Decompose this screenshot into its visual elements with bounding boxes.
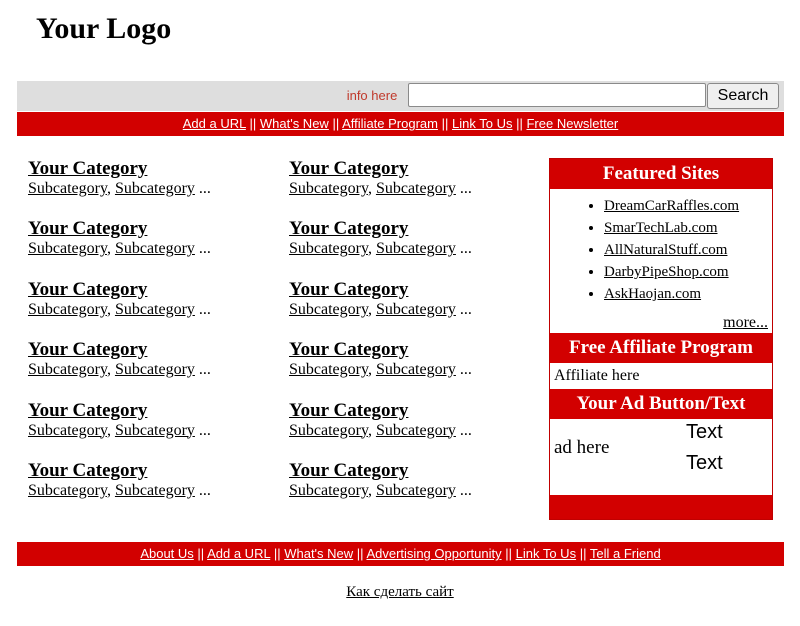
subcategory-list: Subcategory, Subcategory ... bbox=[28, 481, 211, 499]
nav-about-us[interactable]: About Us bbox=[140, 546, 194, 561]
logo: Your Logo bbox=[36, 12, 172, 45]
ad-text-line: Text bbox=[686, 452, 723, 474]
subcategory-link[interactable]: Subcategory bbox=[114, 240, 195, 258]
category-link[interactable]: Your Category bbox=[289, 339, 409, 361]
ad-text-line: Text bbox=[686, 421, 723, 443]
subcategory-link[interactable]: Subcategory bbox=[289, 481, 368, 499]
nav-link-to-us[interactable]: Link To Us bbox=[452, 116, 513, 131]
subcategory-list: Subcategory, Subcategory ... bbox=[28, 180, 211, 197]
search-button[interactable]: Search bbox=[707, 83, 779, 109]
category-column-right bbox=[289, 158, 472, 520]
footer bbox=[0, 584, 800, 601]
nav-add-url[interactable]: Add a URL bbox=[207, 546, 271, 561]
featured-site-link[interactable]: AskHaojan.com bbox=[604, 286, 702, 302]
nav-tell-a-friend[interactable]: Tell a Friend bbox=[589, 546, 661, 561]
category-item bbox=[28, 400, 211, 460]
subcategory-link[interactable]: Subcategory bbox=[114, 421, 195, 439]
subcategory-link[interactable]: Subcategory bbox=[114, 481, 195, 499]
footer-link[interactable]: Как сделать сайт bbox=[346, 584, 454, 600]
ellipsis: ... bbox=[459, 300, 472, 318]
nav-link-to-us[interactable]: Link To Us bbox=[515, 546, 577, 561]
subcategory-link[interactable]: Subcategory bbox=[375, 180, 456, 197]
nav-separator: || bbox=[516, 116, 523, 131]
featured-site-link[interactable]: DarbyPipeShop.com bbox=[604, 264, 729, 280]
subcategory-list: Subcategory, Subcategory ... bbox=[28, 361, 211, 379]
nav-add-url[interactable]: Add a URL bbox=[182, 116, 246, 131]
info-text: info here bbox=[346, 88, 398, 103]
subcategory-link[interactable]: Subcategory bbox=[28, 481, 107, 499]
subcategory-link[interactable]: Subcategory bbox=[375, 361, 456, 379]
category-link[interactable]: Your Category bbox=[289, 459, 409, 481]
subcategory-link[interactable]: Subcategory bbox=[114, 361, 195, 379]
subcategory-link[interactable]: Subcategory bbox=[289, 300, 368, 318]
nav-affiliate-program[interactable]: Affiliate Program bbox=[342, 116, 438, 131]
ellipsis: ... bbox=[459, 180, 472, 197]
category-item bbox=[28, 279, 211, 339]
subcategory-link[interactable]: Subcategory bbox=[28, 180, 107, 197]
subcategory-link[interactable]: Subcategory bbox=[375, 481, 456, 499]
nav-whats-new[interactable]: What's New bbox=[284, 546, 354, 561]
subcategory-list: Subcategory, Subcategory ... bbox=[289, 361, 472, 379]
ad-area bbox=[550, 419, 772, 479]
subcategory-link[interactable]: Subcategory bbox=[28, 240, 107, 258]
category-link[interactable]: Your Category bbox=[289, 278, 409, 300]
ellipsis: ... bbox=[198, 300, 211, 318]
subcategory-link[interactable]: Subcategory bbox=[375, 421, 456, 439]
nav-separator: || bbox=[579, 546, 587, 561]
list-item bbox=[604, 261, 772, 283]
category-item bbox=[289, 158, 472, 218]
category-link[interactable]: Your Category bbox=[28, 278, 148, 300]
nav-whats-new[interactable]: What's New bbox=[259, 116, 329, 131]
subcategory-link[interactable]: Subcategory bbox=[28, 361, 107, 379]
subcategory-list: Subcategory, Subcategory ... bbox=[289, 300, 472, 318]
ellipsis: ... bbox=[459, 421, 472, 439]
ad-text: ad here bbox=[554, 437, 610, 458]
subcategory-link[interactable]: Subcategory bbox=[375, 240, 456, 258]
featured-site-link[interactable]: AllNaturalStuff.com bbox=[604, 242, 728, 258]
ellipsis: ... bbox=[198, 481, 211, 499]
nav-separator: || bbox=[249, 116, 257, 131]
ellipsis: ... bbox=[459, 481, 472, 499]
category-link[interactable]: Your Category bbox=[28, 399, 148, 421]
nav-separator: || bbox=[505, 546, 512, 561]
featured-sites-heading: Featured Sites bbox=[550, 159, 772, 189]
subcategory-link[interactable]: Subcategory bbox=[114, 300, 195, 318]
nav-separator: || bbox=[273, 546, 281, 561]
subcategory-link[interactable]: Subcategory bbox=[28, 300, 107, 318]
category-item bbox=[289, 400, 472, 460]
search-input[interactable] bbox=[408, 83, 706, 107]
subcategory-list: Subcategory, Subcategory ... bbox=[289, 421, 472, 439]
top-nav bbox=[17, 112, 784, 136]
category-link[interactable]: Your Category bbox=[289, 158, 409, 179]
category-column-left bbox=[28, 158, 211, 520]
category-link[interactable]: Your Category bbox=[28, 158, 148, 179]
subcategory-link[interactable]: Subcategory bbox=[28, 421, 107, 439]
ellipsis: ... bbox=[459, 361, 472, 379]
nav-separator: || bbox=[197, 546, 205, 561]
category-item bbox=[28, 158, 211, 218]
subcategory-link[interactable]: Subcategory bbox=[289, 180, 368, 197]
nav-free-newsletter[interactable]: Free Newsletter bbox=[526, 116, 619, 131]
category-item bbox=[289, 279, 472, 339]
nav-separator: || bbox=[356, 546, 364, 561]
category-link[interactable]: Your Category bbox=[289, 218, 409, 240]
affiliate-heading: Free Affiliate Program bbox=[550, 333, 772, 363]
affiliate-text: Affiliate here bbox=[554, 367, 640, 384]
subcategory-link[interactable]: Subcategory bbox=[289, 240, 368, 258]
subcategory-list: Subcategory, Subcategory ... bbox=[28, 421, 211, 439]
ellipsis: ... bbox=[198, 421, 211, 439]
subcategory-list: Subcategory, Subcategory ... bbox=[289, 240, 472, 258]
category-link[interactable]: Your Category bbox=[28, 339, 148, 361]
subcategory-list: Subcategory, Subcategory ... bbox=[28, 240, 211, 258]
nav-advertising-opportunity[interactable]: Advertising Opportunity bbox=[366, 546, 502, 561]
featured-sidebar bbox=[549, 158, 773, 520]
search-bar bbox=[17, 81, 784, 111]
category-item bbox=[289, 339, 472, 399]
subcategory-list: Subcategory, Subcategory ... bbox=[28, 300, 211, 318]
category-item bbox=[28, 218, 211, 278]
more-link[interactable]: more... bbox=[723, 314, 768, 331]
sidebar-footer-bar bbox=[550, 495, 772, 519]
category-link[interactable]: Your Category bbox=[28, 218, 148, 240]
subcategory-list: Subcategory, Subcategory ... bbox=[289, 180, 472, 197]
subcategory-link[interactable]: Subcategory bbox=[289, 361, 368, 379]
category-link[interactable]: Your Category bbox=[289, 399, 409, 421]
nav-separator: || bbox=[332, 116, 340, 131]
category-item bbox=[28, 339, 211, 399]
subcategory-link[interactable]: Subcategory bbox=[375, 300, 456, 318]
ellipsis: ... bbox=[198, 180, 211, 197]
featured-sites-list bbox=[550, 195, 772, 305]
list-item bbox=[604, 239, 772, 261]
featured-site-link[interactable]: DreamCarRaffles.com bbox=[604, 198, 740, 214]
list-item bbox=[604, 217, 772, 239]
category-link[interactable]: Your Category bbox=[28, 459, 148, 481]
subcategory-list: Subcategory, Subcategory ... bbox=[289, 481, 472, 499]
subcategory-link[interactable]: Subcategory bbox=[289, 421, 368, 439]
more-row bbox=[550, 313, 772, 333]
category-item bbox=[289, 460, 472, 520]
list-item bbox=[604, 283, 772, 305]
featured-site-link[interactable]: SmarTechLab.com bbox=[604, 220, 718, 236]
subcategory-link[interactable]: Subcategory bbox=[114, 180, 195, 197]
category-item bbox=[28, 460, 211, 520]
ellipsis: ... bbox=[198, 240, 211, 258]
ellipsis: ... bbox=[198, 361, 211, 379]
list-item bbox=[604, 195, 772, 217]
bottom-nav bbox=[17, 542, 784, 566]
ad-heading: Your Ad Button/Text bbox=[550, 389, 772, 419]
category-item bbox=[289, 218, 472, 278]
ellipsis: ... bbox=[459, 240, 472, 258]
nav-separator: || bbox=[441, 116, 449, 131]
